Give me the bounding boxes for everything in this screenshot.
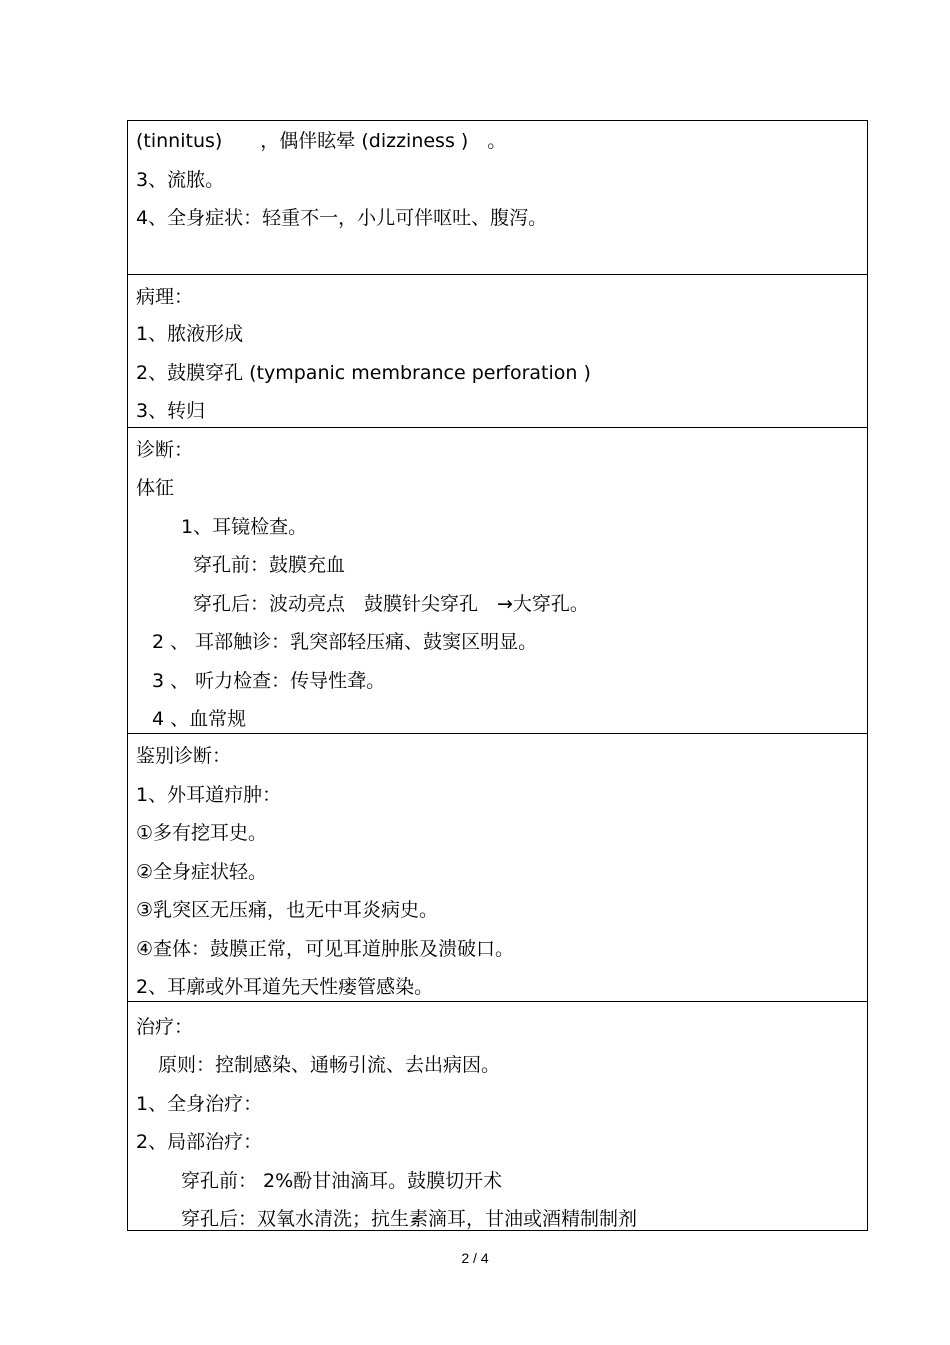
text-line: 体征 xyxy=(136,477,175,499)
text-line: 3 、 听力检查：传导性聋。 xyxy=(152,670,386,692)
text-line: (tinnitus) ，偶伴眩晕 (dizziness ) 。 xyxy=(136,130,507,152)
section-heading: 诊断： xyxy=(136,439,194,461)
section-treatment xyxy=(128,1002,867,1230)
text-line: 穿孔后：双氧水清洗；抗生素滴耳，甘油或酒精制制剂 xyxy=(181,1208,638,1230)
section-heading: 病理： xyxy=(136,286,194,308)
section-differential-diagnosis xyxy=(128,734,867,1002)
text-line: 4、全身症状：轻重不一，小儿可伴呕吐、腹泻。 xyxy=(136,207,548,229)
text-line: 1、脓液形成 xyxy=(136,323,244,345)
text-line: ②全身症状轻。 xyxy=(136,861,268,883)
text-line: ③乳突区无压痛，也无中耳炎病史。 xyxy=(136,899,439,921)
text-line: 原则：控制感染、通畅引流、去出病因。 xyxy=(158,1054,501,1076)
text-line: 1、全身治疗： xyxy=(136,1093,263,1115)
text-line: 3、转归 xyxy=(136,400,206,422)
text-line: 穿孔前：鼓膜充血 xyxy=(193,554,346,576)
content-table xyxy=(127,120,868,1231)
text-line: 1、耳镜检查。 xyxy=(181,516,308,538)
page-number: 2 / 4 xyxy=(461,1250,489,1266)
section-diagnosis xyxy=(128,428,867,734)
text-line: 2、局部治疗： xyxy=(136,1131,263,1153)
section-pathology xyxy=(128,275,867,428)
text-line: ④查体：鼓膜正常，可见耳道肿胀及溃破口。 xyxy=(136,938,515,960)
text-line: 穿孔前： 2%酚甘油滴耳。鼓膜切开术 xyxy=(181,1170,503,1192)
section-symptoms xyxy=(128,121,867,275)
text-line: 3、流脓。 xyxy=(136,169,225,191)
text-line: 4 、血常规 xyxy=(152,708,247,730)
text-line: 2、耳廓或外耳道先天性瘘管感染。 xyxy=(136,976,434,998)
text-line: 2、鼓膜穿孔 (tympanic membrance perforation ) xyxy=(136,362,591,384)
section-heading: 治疗： xyxy=(136,1016,194,1038)
text-line: 穿孔后：波动亮点 鼓膜针尖穿孔 →大穿孔。 xyxy=(193,593,589,615)
section-heading: 鉴别诊断： xyxy=(136,745,232,767)
text-line: 2 、 耳部触诊：乳突部轻压痛、鼓窦区明显。 xyxy=(152,631,538,653)
text-line: 1、外耳道疖肿： xyxy=(136,784,282,806)
text-line: ①多有挖耳史。 xyxy=(136,822,268,844)
